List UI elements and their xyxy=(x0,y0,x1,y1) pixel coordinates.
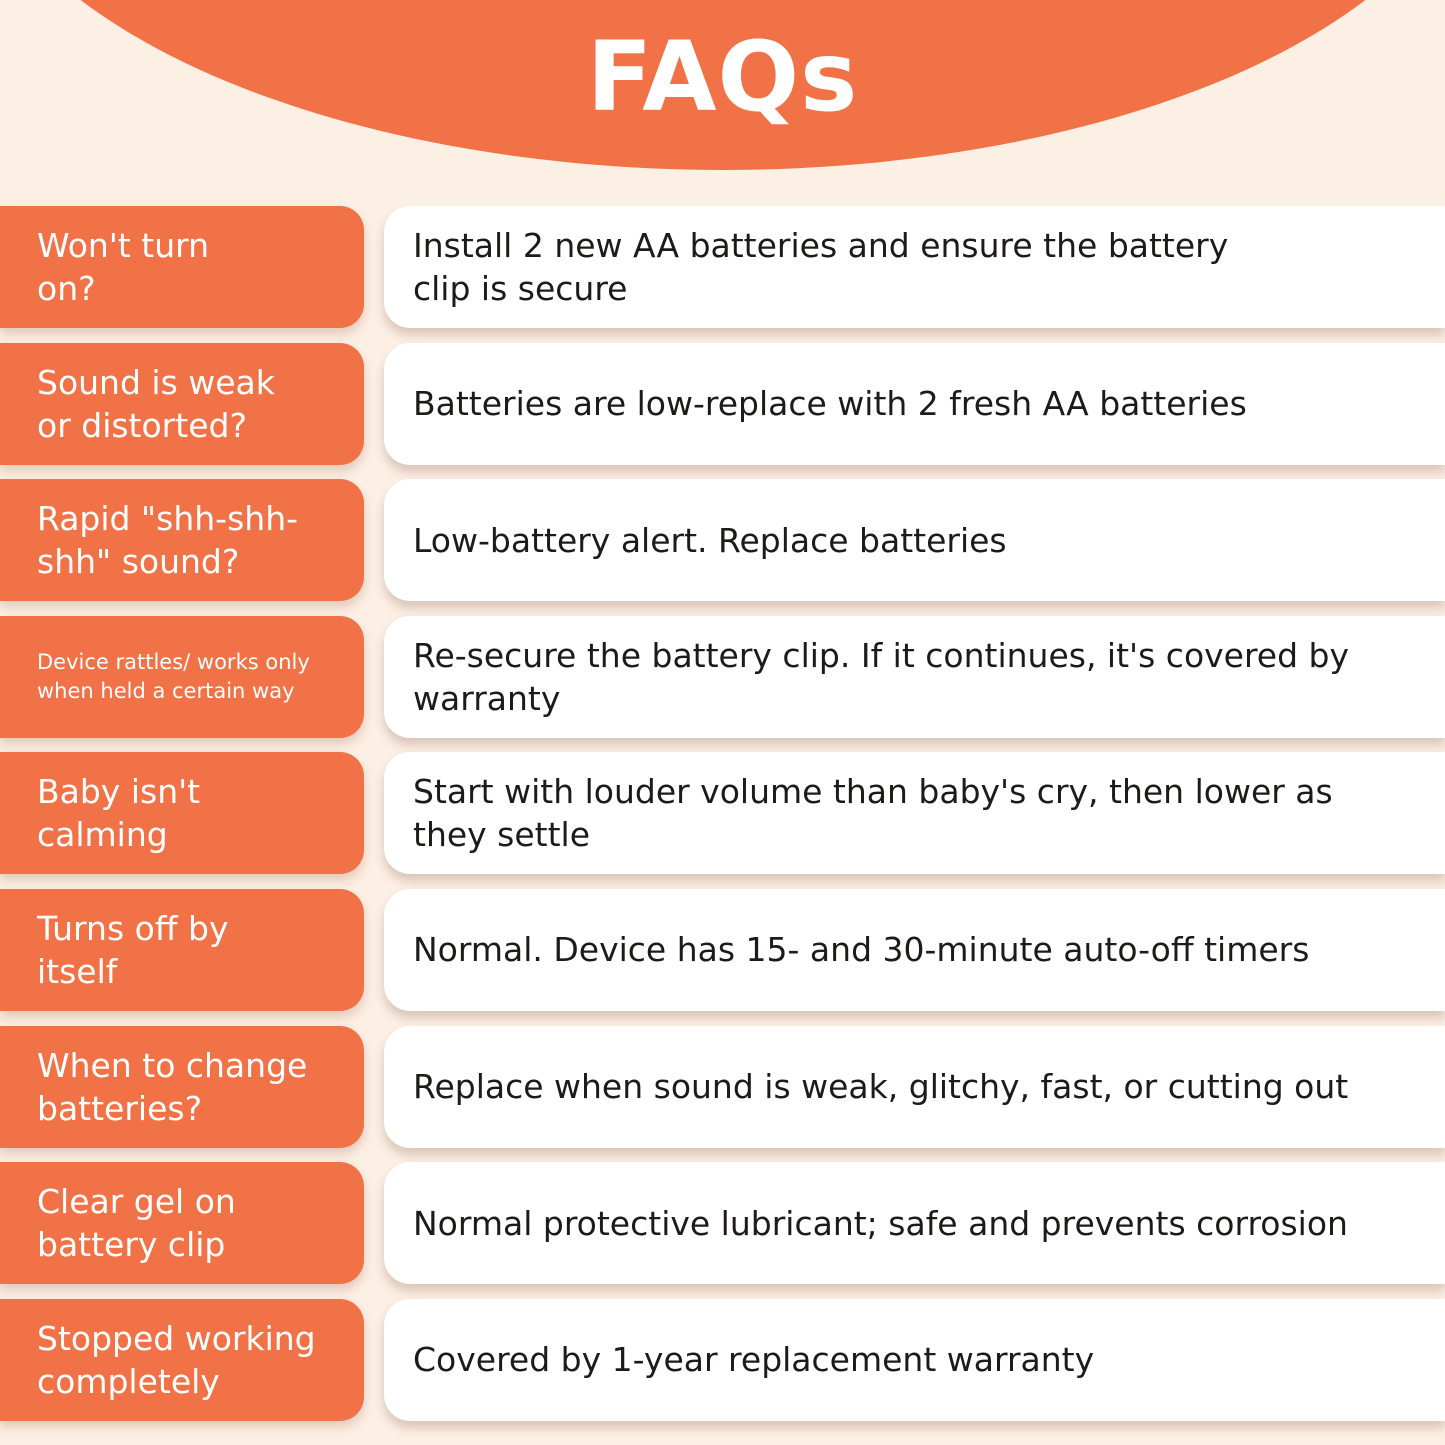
faq-question xyxy=(0,752,364,874)
faq-answer-text: Replace when sound is weak, glitchy, fast, or cutting out xyxy=(413,1067,1349,1107)
faq-question xyxy=(0,889,364,1011)
faq-question xyxy=(0,1162,364,1284)
faq-answer xyxy=(384,1162,1445,1284)
faq-question-text: Rapid "shh-shh-shh" sound? xyxy=(37,499,299,582)
faq-answer xyxy=(384,206,1445,328)
faq-answer xyxy=(384,479,1445,601)
faq-question xyxy=(0,616,364,738)
faq-answer xyxy=(384,1299,1445,1421)
page-title: FAQs xyxy=(586,21,859,133)
faq-answer xyxy=(384,889,1445,1011)
faq-question-text: Baby isn't calming xyxy=(37,772,201,855)
faq-row xyxy=(0,1162,1445,1284)
faq-answer-text: Normal protective lubricant; safe and prevents corrosion xyxy=(413,1203,1348,1243)
faq-answer-text: Batteries are low-replace with 2 fresh AA batteries xyxy=(413,384,1247,424)
faq-question xyxy=(0,1026,364,1148)
faq-row xyxy=(0,206,1445,328)
faq-question-text: Stopped working completely xyxy=(37,1318,316,1401)
faq-question-text: Sound is weak or distorted? xyxy=(37,362,275,445)
faq-answer xyxy=(384,752,1445,874)
faq-row xyxy=(0,616,1445,738)
faq-answer-text: Normal. Device has 15- and 30-minute auto-off timers xyxy=(413,930,1310,970)
faq-question xyxy=(0,1299,364,1421)
faq-question-text: Won't turn on? xyxy=(37,226,210,308)
faq-question xyxy=(0,343,364,465)
faq-row xyxy=(0,1026,1445,1148)
faq-answer-text: Covered by 1-year replacement warranty xyxy=(413,1340,1095,1380)
faq-answer-text: Low-battery alert. Replace batteries xyxy=(413,520,1007,560)
faq-question xyxy=(0,206,364,328)
faq-question-text: Clear gel on battery clip xyxy=(37,1182,236,1265)
faq-row xyxy=(0,752,1445,874)
faq-answer xyxy=(384,1026,1445,1148)
faq-row xyxy=(0,343,1445,465)
faq-question-text: Turns off by itself xyxy=(37,908,229,991)
faq-answer-text: Re-secure the battery clip. If it continues, it's covered by warranty xyxy=(413,635,1350,718)
faq-answer xyxy=(384,343,1445,465)
faq-question-text: When to change batteries? xyxy=(37,1045,308,1128)
faq-row xyxy=(0,1299,1445,1421)
faq-question-text: Device rattles/ works only when held a certain way xyxy=(37,649,310,703)
faq-answer-text: Install 2 new AA batteries and ensure the battery clip is secure xyxy=(413,226,1229,308)
faq-answer-text: Start with louder volume than baby's cry, then lower as they settle xyxy=(413,772,1333,855)
faq-question xyxy=(0,479,364,601)
faq-row xyxy=(0,889,1445,1011)
faq-row xyxy=(0,479,1445,601)
faq-list xyxy=(0,206,1445,1435)
faq-answer xyxy=(384,616,1445,738)
